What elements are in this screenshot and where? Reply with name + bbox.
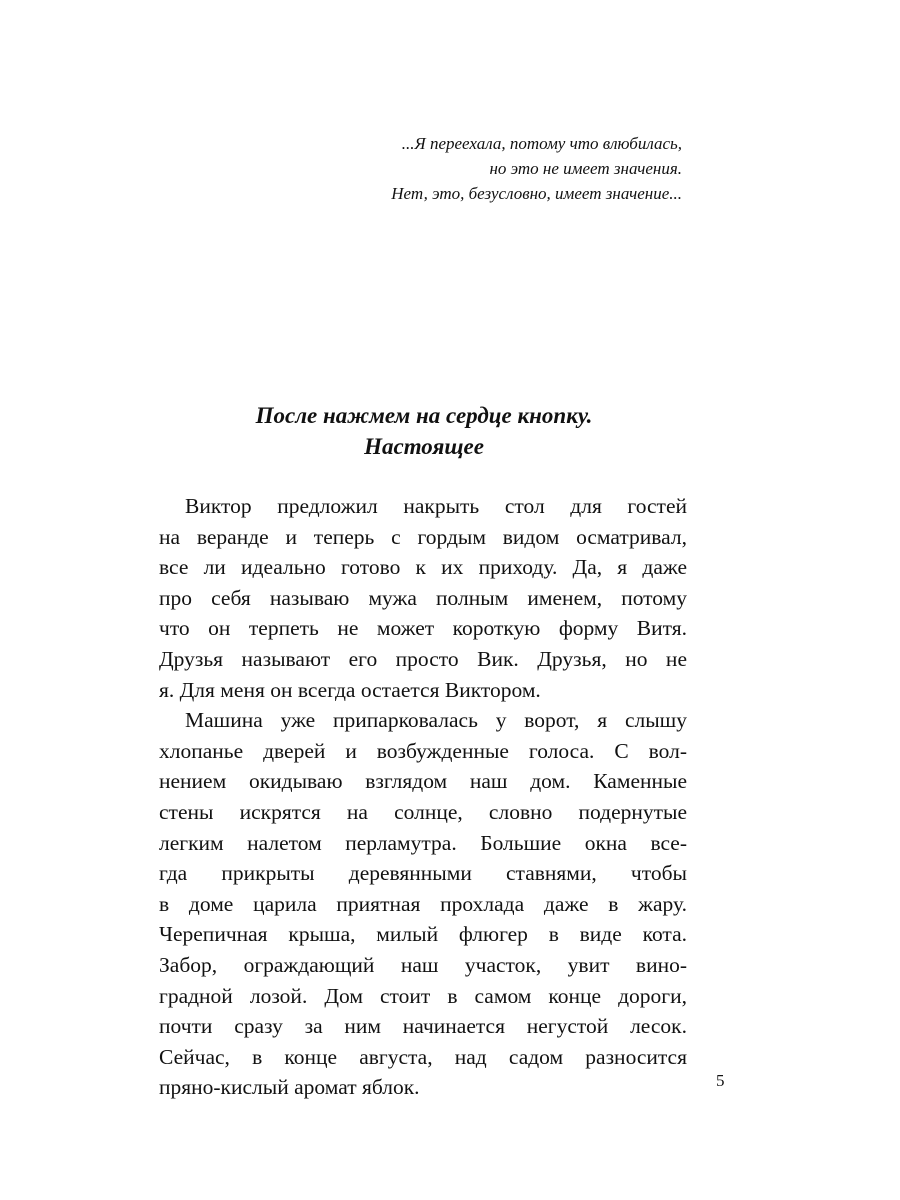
text-line: пряно-кислый аромат яблок. [159, 1075, 420, 1100]
text-line: Черепичная крыша, милый флюгер в виде кота. [159, 922, 687, 947]
text-line: хлопанье дверей и возбужденные голоса. С вол- [159, 738, 687, 763]
text-line: про себя называю мужа полным именем, потому [159, 585, 687, 610]
paragraph-2 [159, 705, 687, 1103]
text-line: нением окидываю взглядом наш дом. Каменные [159, 769, 687, 794]
text-line: стены искрятся на солнце, словно подернутые [159, 799, 687, 824]
text-line: на веранде и теперь с гордым видом осматривал, [159, 524, 687, 549]
text-line: я. Для меня он всегда остается Виктором. [159, 677, 541, 702]
text-line: Виктор предложил накрыть стол для гостей [185, 494, 687, 518]
chapter-title [160, 400, 688, 462]
body-text [159, 491, 687, 1103]
text-line: почти сразу за ним начинается негустой лесок. [159, 1014, 687, 1039]
text-line: в доме царила приятная прохлада даже в жару. [159, 891, 687, 916]
text-line: Забор, ограждающий наш участок, увит вино- [159, 952, 687, 977]
chapter-title-line: После нажмем на сердце кнопку. [255, 403, 593, 428]
text-line: Сейчас, в конце августа, над садом разносится [159, 1044, 687, 1069]
text-line: легким налетом перламутра. Большие окна все- [159, 830, 687, 855]
epigraph [262, 131, 682, 206]
text-line: гда прикрыты деревянными ставнями, чтобы [159, 861, 687, 886]
epigraph-line: Нет, это, безусловно, имеет значение... [391, 184, 682, 203]
text-line: Друзья называют его просто Вик. Друзья, но не [159, 646, 687, 671]
text-line: градной лозой. Дом стоит в самом конце дороги, [159, 983, 687, 1008]
chapter-title-line: Настоящее [364, 434, 484, 459]
epigraph-line: но это не имеет значения. [489, 159, 682, 178]
paragraph-1 [159, 491, 687, 705]
page-number: 5 [716, 1071, 725, 1090]
text-line: Машина уже припарковалась у ворот, я слышу [185, 708, 687, 733]
text-line: что он терпеть не может короткую форму Витя. [159, 616, 687, 641]
epigraph-line: ...Я переехала, потому что влюбилась, [401, 134, 682, 153]
text-line: все ли идеально готово к их приходу. Да, я даже [159, 555, 687, 580]
